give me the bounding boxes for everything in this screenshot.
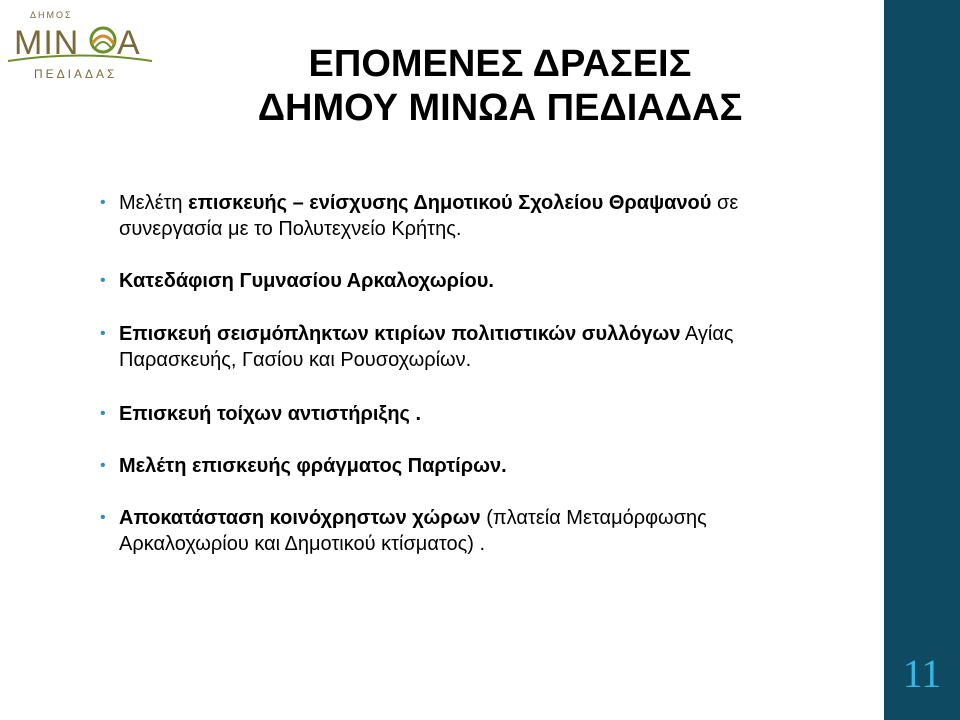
item-bold: επισκευής – ενίσχυσης Δημοτικού Σχολείου Θραψανού (188, 192, 712, 214)
bullet-icon: • (100, 457, 106, 474)
list-item (100, 505, 820, 557)
logo-top-text: ΔΗΜΟΣ (30, 10, 73, 20)
logo-name-left: ΜΙΝ (14, 24, 80, 62)
page-number: 11 (902, 651, 942, 696)
bullet-icon: • (100, 194, 106, 211)
logo-name-right: Α (117, 24, 140, 62)
title-line-2: ΔΗΜΟΥ ΜΙΝΩΑ ΠΕΔΙΑΔΑΣ (257, 87, 743, 129)
logo-emblem-icon (91, 28, 115, 52)
item-prefix: Μελέτη (119, 192, 189, 214)
municipality-logo (0, 6, 160, 80)
logo-bottom-text: ΠΕΔΙΑΔΑΣ (34, 67, 118, 80)
right-sidebar-band (884, 0, 960, 720)
item-suffix: σε συνεργασία με το Πολυτεχνείο Κρήτης. (119, 192, 739, 240)
actions-list (100, 190, 820, 557)
item-bold: Επισκευή σεισμόπληκτων κτιρίων πολιτιστικών συλλόγων (119, 323, 681, 345)
item-bold: Αποκατάσταση κοινόχρηστων χώρων (119, 507, 481, 529)
slide-title (160, 42, 840, 130)
item-bold: Επισκευή τοίχων αντιστήριξης . (119, 403, 422, 425)
bullet-icon: • (100, 405, 106, 422)
bullet-icon: • (100, 272, 106, 289)
list-item (100, 268, 820, 294)
item-suffix: Αγίας Παρασκευής, Γασίου και Ρουσοχωρίων. (119, 323, 734, 371)
bullet-icon: • (100, 325, 106, 342)
list-item (100, 401, 820, 427)
list-item (100, 190, 820, 242)
bullet-icon: • (100, 509, 106, 526)
item-suffix: (πλατεία Μεταμόρφωσης Αρκαλοχωρίου και Δημοτικού κτίσματος) . (119, 507, 707, 555)
title-line-1: ΕΠΟΜΕΝΕΣ ΔΡΑΣΕΙΣ (308, 43, 692, 85)
list-item (100, 453, 820, 479)
list-item (100, 321, 820, 373)
item-bold: Μελέτη επισκευής φράγματος Παρτίρων. (119, 455, 507, 477)
item-bold: Κατεδάφιση Γυμνασίου Αρκαλοχωρίου. (119, 270, 494, 292)
